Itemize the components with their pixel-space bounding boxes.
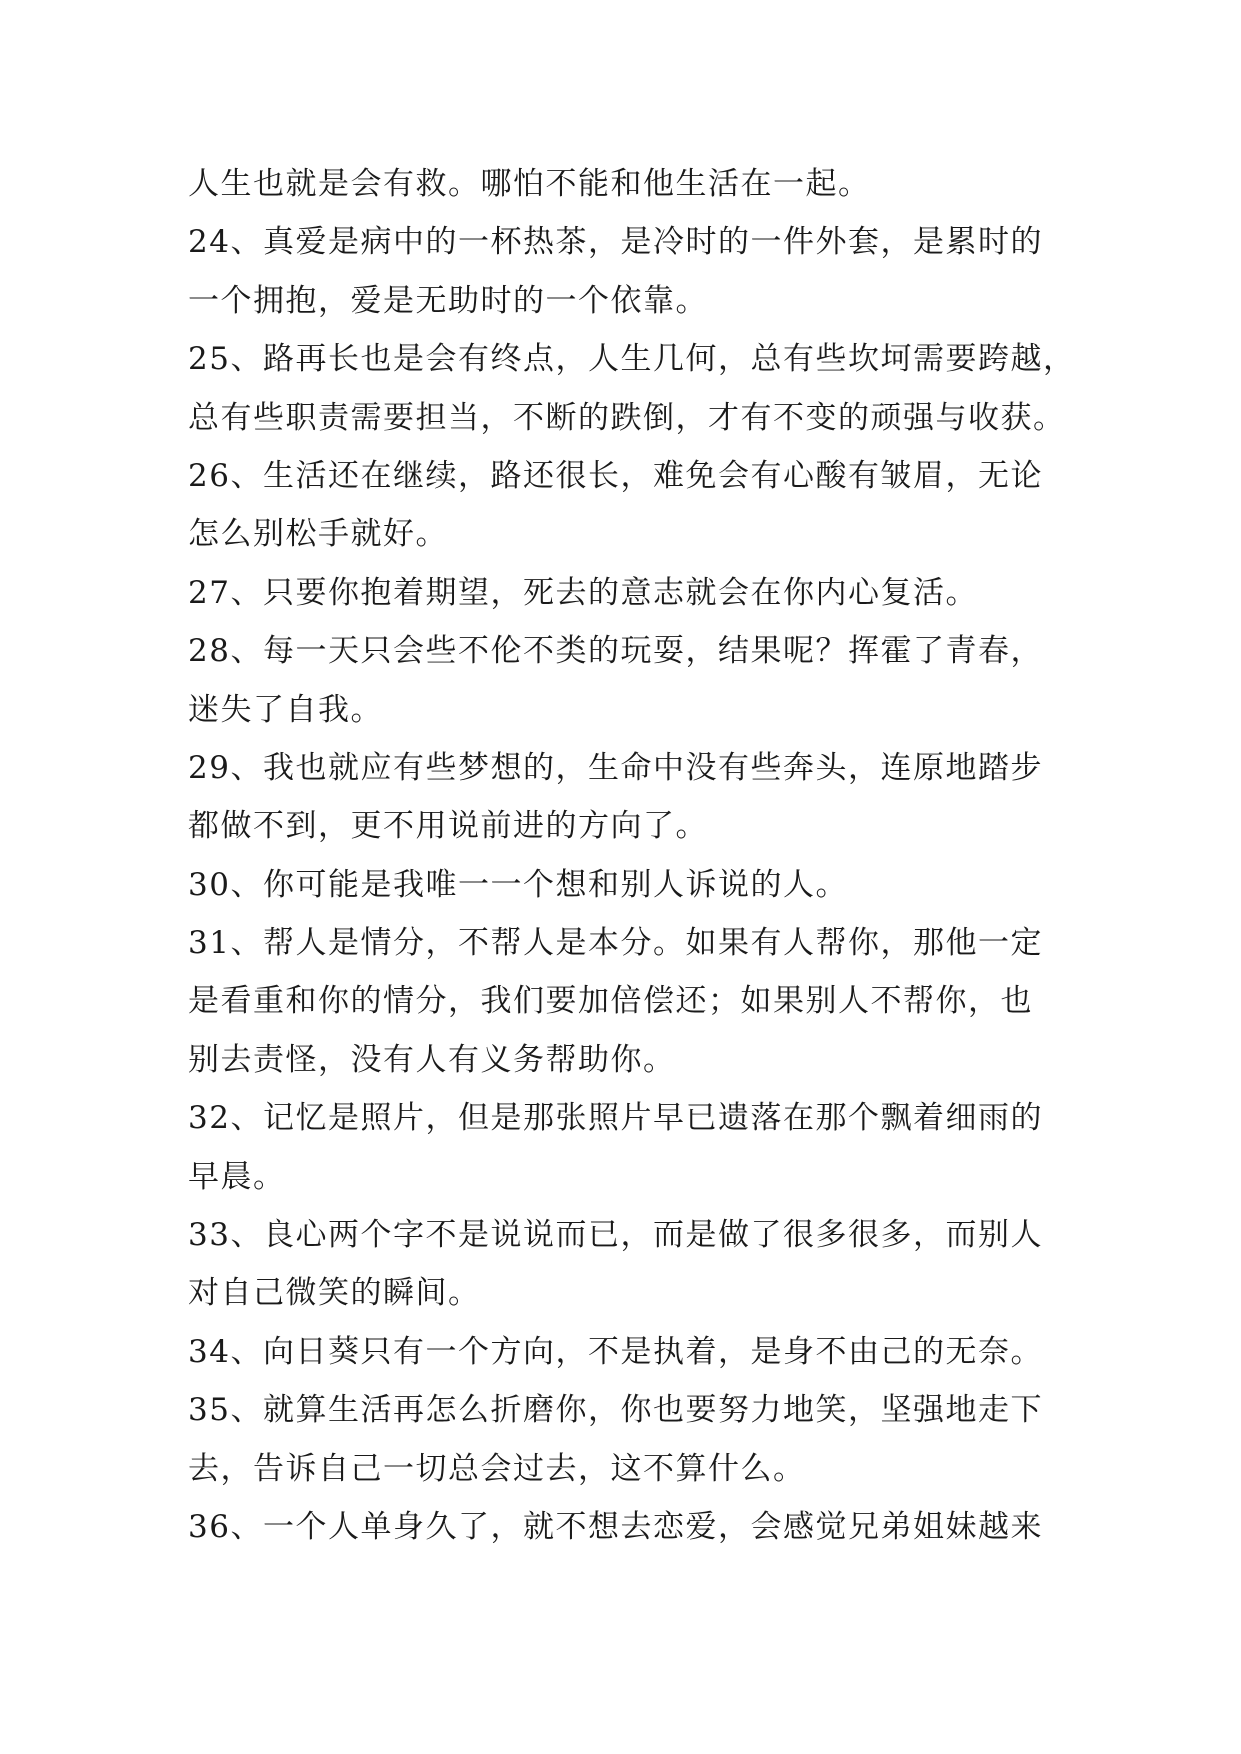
text-line: 是看重和你的情分，我们要加倍偿还；如果别人不帮你，也 — [188, 983, 1033, 1020]
text-line: 30、你可能是我唯一一个想和别人诉说的人。 — [188, 866, 848, 903]
text-line: 36、一个人单身久了，就不想去恋爱，会感觉兄弟姐妹越来 — [188, 1508, 1043, 1545]
text-line: 32、记忆是照片，但是那张照片早已遗落在那个飘着细雨的 — [188, 1100, 1043, 1137]
text-line: 都做不到，更不用说前进的方向了。 — [188, 808, 708, 845]
text-line: 总有些职责需要担当，不断的跌倒，才有不变的顽强与收获。 — [188, 399, 1066, 436]
text-line: 31、帮人是情分，不帮人是本分。如果有人帮你，那他一定 — [188, 925, 1043, 962]
text-line: 35、就算生活再怎么折磨你，你也要努力地笑，坚强地走下 — [188, 1392, 1043, 1429]
document-body — [188, 155, 1076, 1556]
text-line: 25、路再长也是会有终点，人生几何，总有些坎坷需要跨越， — [188, 341, 1076, 378]
text-line: 迷失了自我。 — [188, 691, 383, 728]
text-line: 早晨。 — [188, 1158, 286, 1195]
text-line: 34、向日葵只有一个方向，不是执着，是身不由己的无奈。 — [188, 1333, 1043, 1370]
text-line: 28、每一天只会些不伦不类的玩耍，结果呢？挥霍了青春， — [188, 633, 1043, 670]
text-line: 24、真爱是病中的一杯热茶，是冷时的一件外套，是累时的 — [188, 224, 1043, 261]
text-line: 一个拥抱，爱是无助时的一个依靠。 — [188, 282, 708, 319]
text-line: 别去责怪，没有人有义务帮助你。 — [188, 1041, 676, 1078]
text-line: 去，告诉自己一切总会过去，这不算什么。 — [188, 1450, 806, 1487]
text-line: 怎么别松手就好。 — [188, 516, 448, 553]
text-line: 对自己微笑的瞬间。 — [188, 1275, 481, 1312]
text-line: 26、生活还在继续，路还很长，难免会有心酸有皱眉，无论 — [188, 457, 1043, 494]
text-line: 33、良心两个字不是说说而已，而是做了很多很多，而别人 — [188, 1217, 1043, 1254]
text-line: 27、只要你抱着期望，死去的意志就会在你内心复活。 — [188, 574, 978, 611]
text-line: 29、我也就应有些梦想的，生命中没有些奔头，连原地踏步 — [188, 749, 1043, 786]
text-line: 人生也就是会有救。哪怕不能和他生活在一起。 — [188, 166, 871, 202]
